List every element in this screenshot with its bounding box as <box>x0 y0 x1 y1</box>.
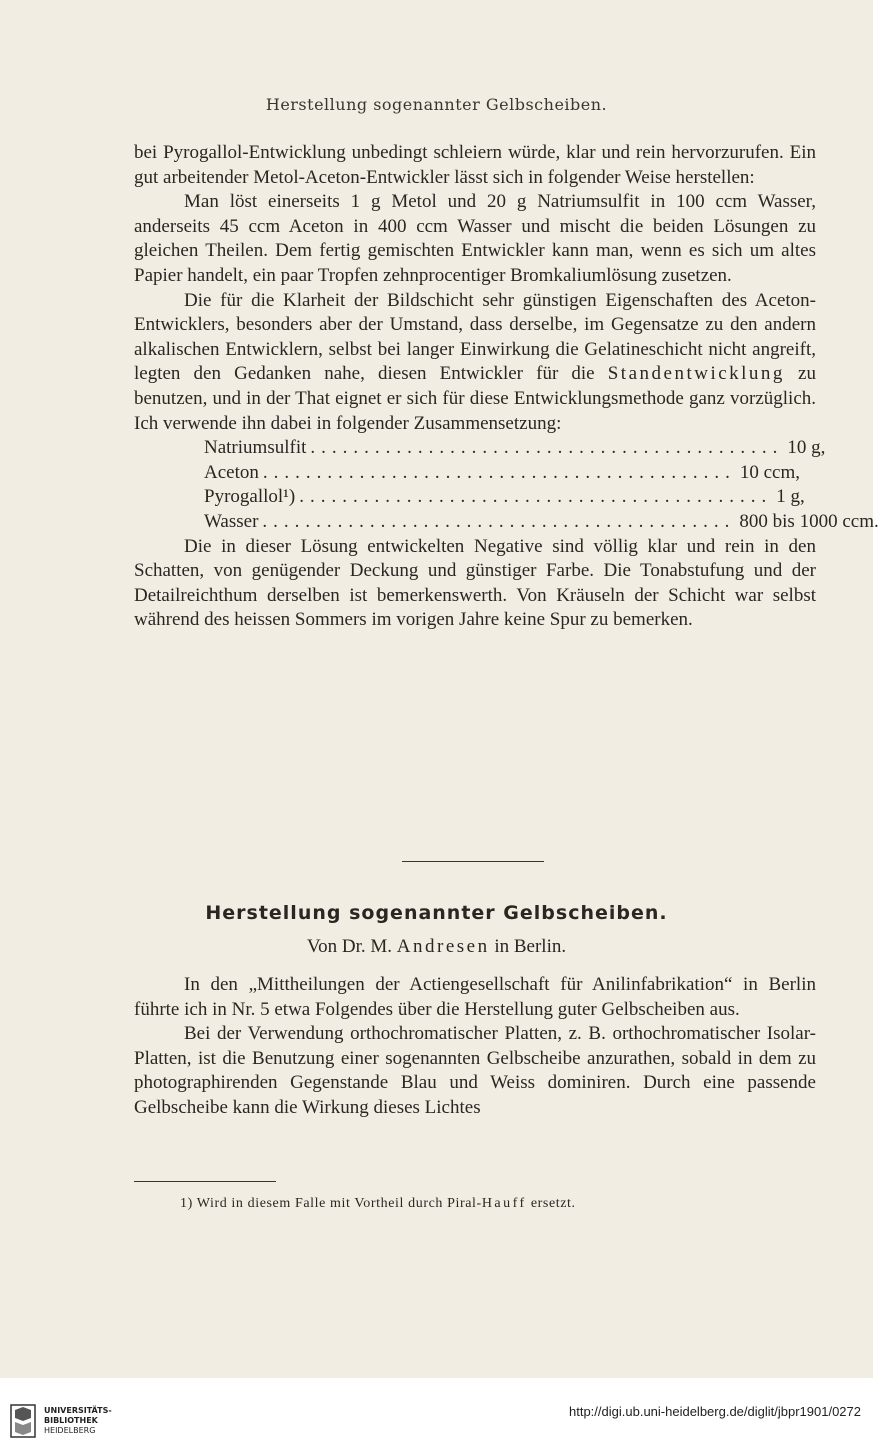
recipe-table <box>204 436 879 534</box>
ingredient-name: Wasser <box>204 510 259 532</box>
leader-dots: ............................................ <box>299 486 773 508</box>
library-name-line-1: UNIVERSITÄTS- <box>44 1406 112 1415</box>
ingredient-amount: 10 g, <box>787 437 826 459</box>
leader-dots: ............................................ <box>310 437 784 459</box>
university-library-logo-icon <box>10 1404 36 1438</box>
viewer-footer <box>0 1378 873 1450</box>
author-suffix: in Berlin. <box>489 936 567 957</box>
ingredient-name: Natriumsulfit <box>204 437 307 459</box>
leader-dots: ............................................ <box>262 510 736 532</box>
paragraph-2: Man löst einerseits 1 g Metol und 20 g Natriumsulfit in 100 ccm Wasser, anderseits 45 ccm Aceton in 400 ccm Wasser und mischt die beiden Lösungen zu gleichen Theilen. Dem fertig gemischten Entwickler kann man, wenn es sich um altes Papier handelt, ein paar Tropfen zehnprocentiger Bromkaliumlösung zusetzen. <box>134 191 816 286</box>
article-paragraph-1: In den „Mittheilungen der Actiengesellschaft für Anilinfabrikation“ in Berlin führte ich in Nr. 5 etwa Folgendes über die Herstellung guter Gelbscheiben aus. <box>134 974 816 1020</box>
section-divider <box>402 861 544 862</box>
permalink-url[interactable]: http://digi.ub.uni-heidelberg.de/diglit/jbpr1901/0272 <box>569 1404 861 1419</box>
ingredient-name: Pyrogallol¹) <box>204 486 296 508</box>
article-paragraph-2: Bei der Verwendung orthochromatischer Platten, z. B. orthochromatischer Isolar-Platten, ist die Benutzung einer sogenannten Gelbscheibe anzurathen, sobald in dem zu photographirenden Gegenstande Blau und Weiss dominiren. Durch eine passende Gelbscheibe kann die Wirkung dieses Lichtes <box>134 1023 816 1118</box>
footnote <box>180 1196 576 1212</box>
paragraph-3 <box>134 289 816 437</box>
recipe-row <box>204 461 801 486</box>
recipe-row <box>204 436 826 461</box>
footnote-divider <box>134 1181 276 1182</box>
article-title: Herstellung sogenannter Gelbscheiben. <box>205 902 668 924</box>
article-body <box>134 973 816 1121</box>
ingredient-amount: 1 g, <box>776 486 805 508</box>
recipe-row <box>204 485 805 510</box>
ingredient-amount: 10 ccm, <box>739 461 801 483</box>
author-name: Andresen <box>396 936 490 957</box>
paragraph-3-text-a: Die für die Klarheit der Bildschicht sehr günstigen Eigenschaften des Aceton-Entwicklers, besonders aber der Umstand, dass derselbe, im Gegensatze zu den andern alkalischen Entwicklern, selbst bei langer Einwirkung die Gelatineschicht nicht angreift, legten den Gedanken nahe, diesen Entwickler für die <box>134 289 816 385</box>
library-name <box>44 1406 112 1436</box>
footnote-prefix: 1) Wird in diesem Falle mit Vortheil durch Piral- <box>180 1196 482 1211</box>
paragraph-4: Die in dieser Lösung entwickelten Negative sind völlig klar und rein in den Schatten, von genügender Deckung und günstiger Farbe. Die Tonabstufung und der Detailreichthum derselben ist bemerkenswerth. Von Kräuseln der Schicht war selbst während des heissen Sommers im vorigen Jahre keine Spur zu bemerken. <box>134 535 816 631</box>
body-text-section <box>134 141 879 633</box>
paragraph-1: bei Pyrogallol-Entwicklung unbedingt schleiern würde, klar und rein hervorzurufen. Ein gut arbeitender Metol-Aceton-Entwickler lässt sich in folgender Weise herstellen: <box>134 142 816 188</box>
ingredient-amount: 800 bis 1000 ccm. <box>739 510 879 532</box>
leader-dots: ............................................ <box>262 461 736 483</box>
library-name-line-2: BIBLIOTHEK <box>44 1416 98 1425</box>
recipe-row <box>204 510 879 535</box>
footnote-spaced-name: Hauff <box>481 1196 527 1211</box>
running-head: Herstellung sogenannter Gelbscheiben. <box>265 95 608 114</box>
spaced-term: Standentwicklung <box>607 363 785 385</box>
footnote-suffix: ersetzt. <box>526 1196 576 1211</box>
library-name-line-3: HEIDELBERG <box>44 1426 96 1435</box>
author-prefix: Von Dr. M. <box>306 936 397 957</box>
article-author <box>0 936 873 958</box>
paragraph-3-text-b: zu benutzen, und in der That eignet er sich für diese Entwicklungsmethode ganz vorzüglich. Ich verwende ihn dabei in folgender Zusammensetzung: <box>134 363 816 434</box>
ingredient-name: Aceton <box>204 461 259 483</box>
